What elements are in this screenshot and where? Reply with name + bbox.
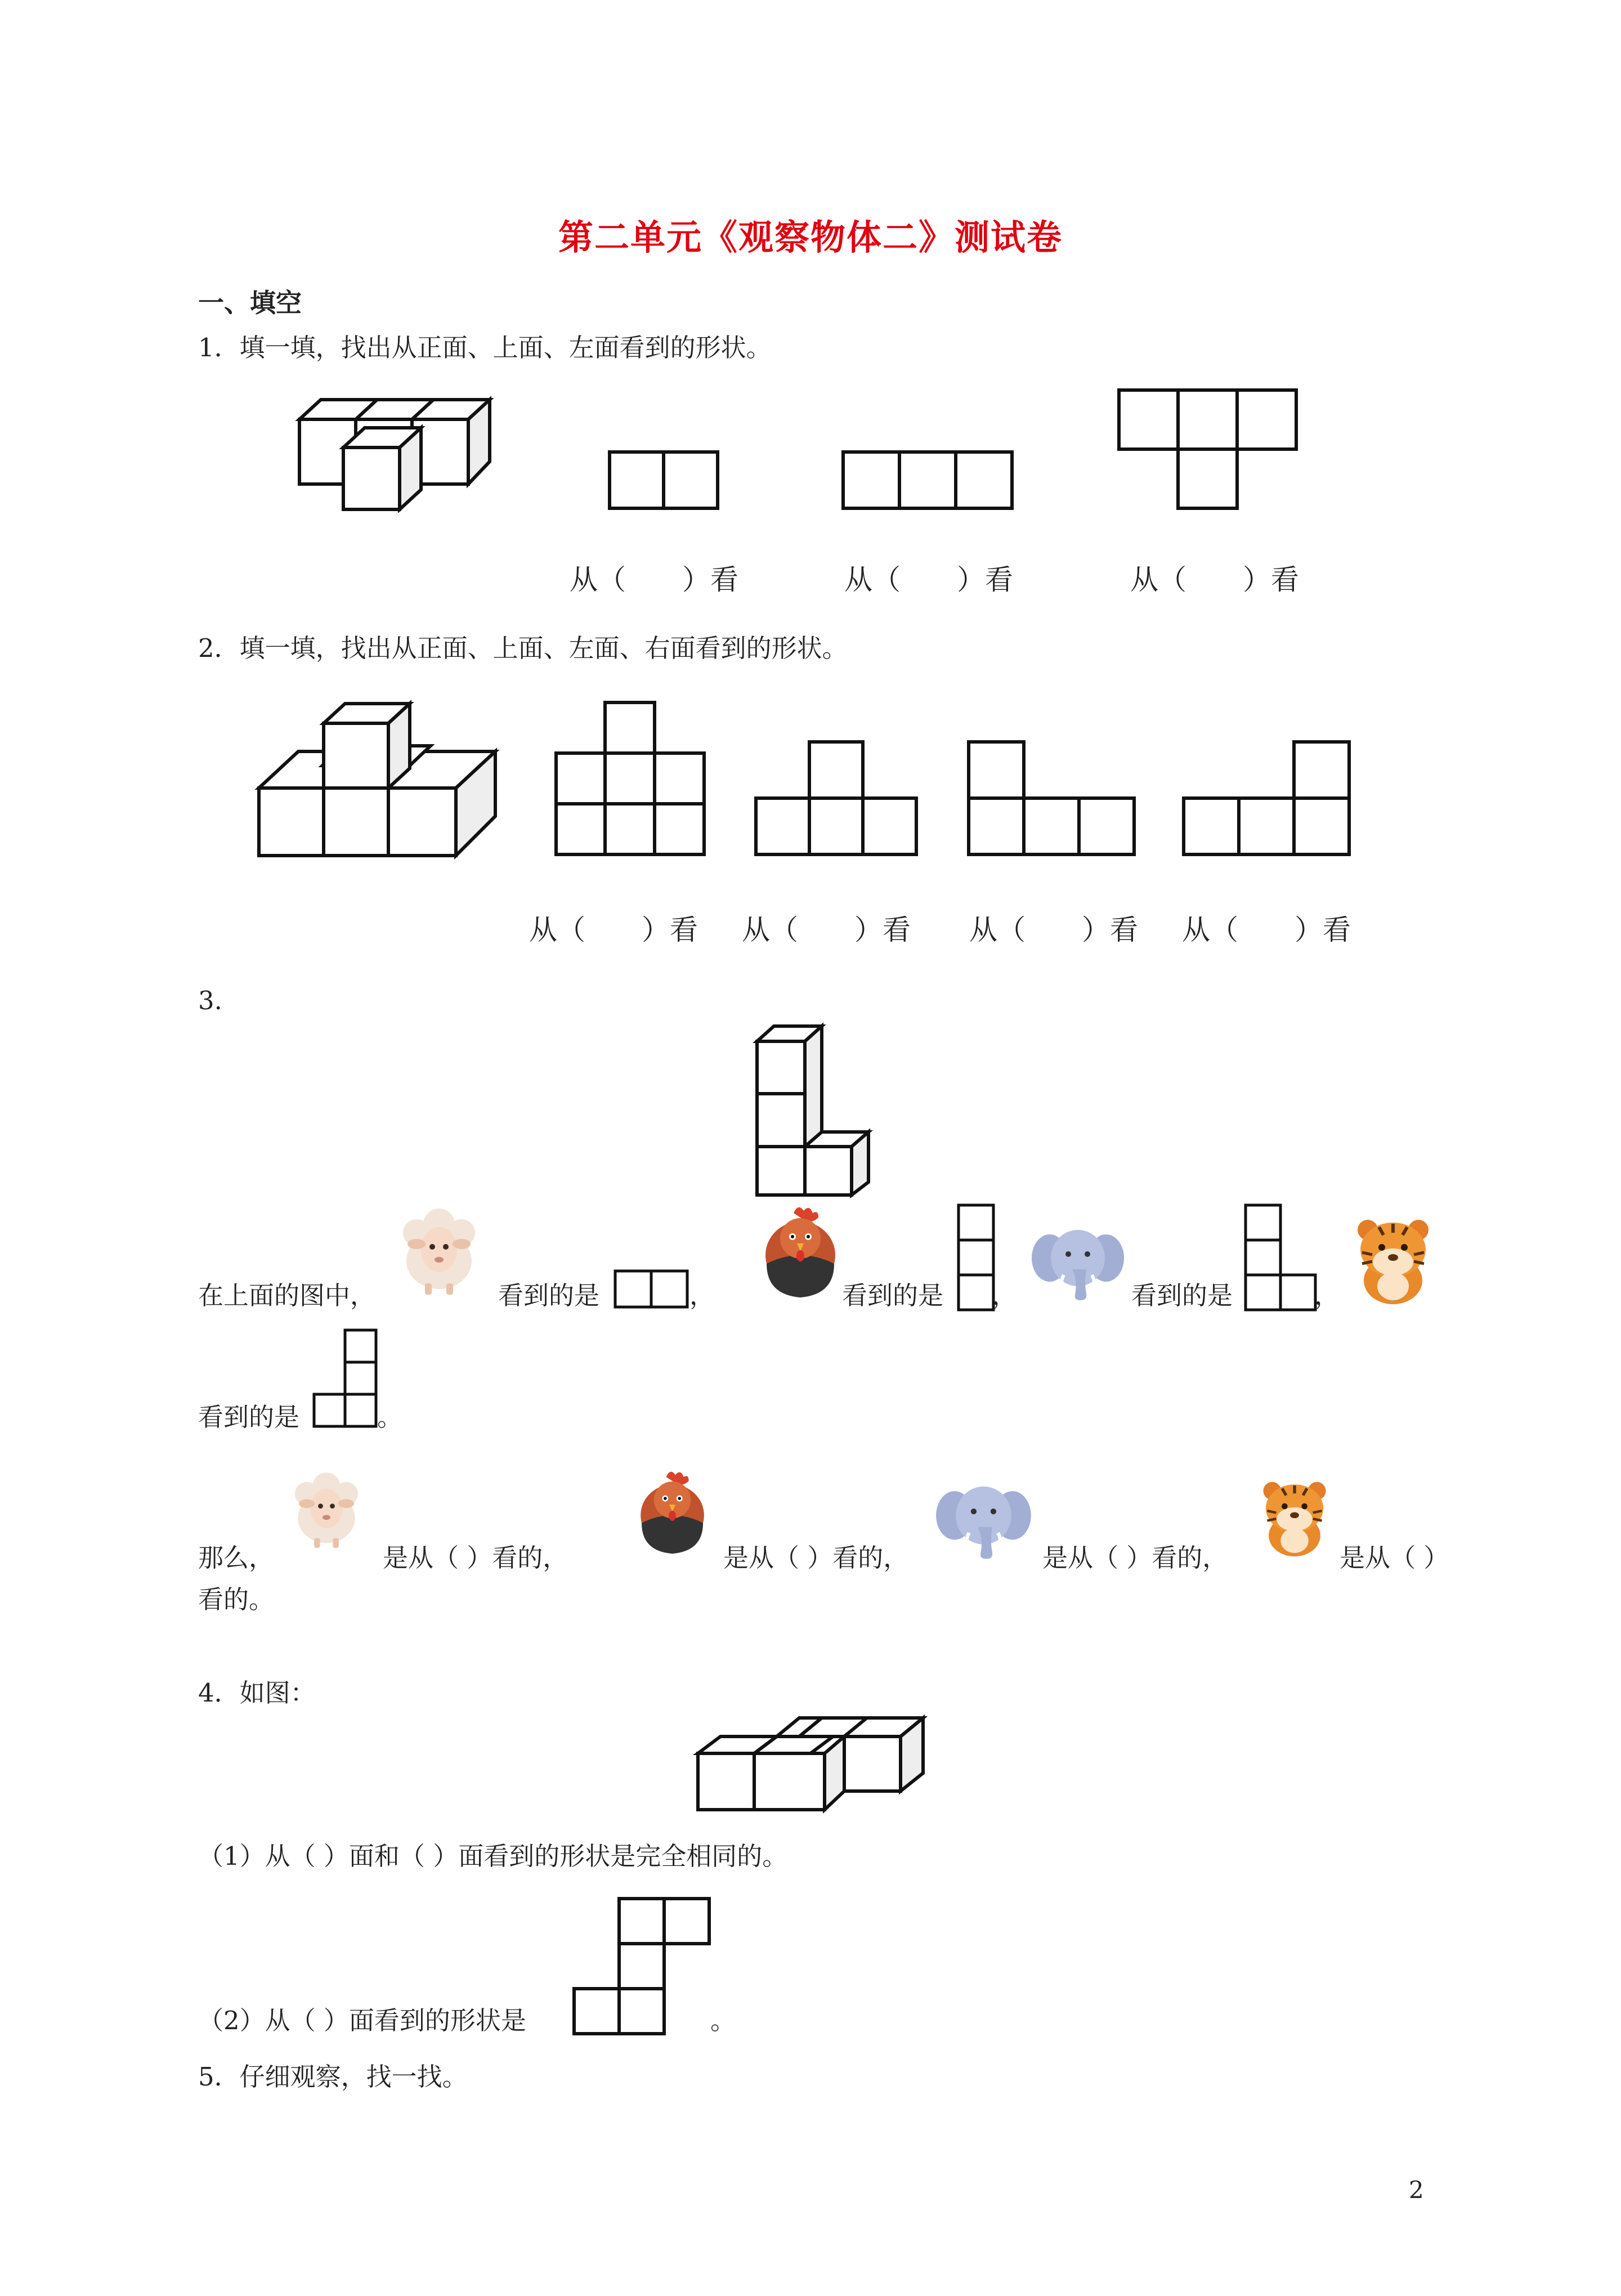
q3-comma-2: ， — [992, 1281, 1018, 1310]
tiger-icon — [1345, 1210, 1441, 1309]
page-number: 2 — [1409, 2176, 1424, 2204]
q1-cube-figure — [293, 394, 529, 518]
q3-comma-3: ， — [1314, 1281, 1340, 1310]
q1-label-3: 从（ ）看 — [1130, 563, 1299, 596]
q3-then: 那么， — [198, 1543, 275, 1573]
question-1-text: 1．填一填，找出从正面、上面、左面看到的形状。 — [198, 333, 772, 362]
q3-answer-4: 是从（ ） — [1340, 1543, 1449, 1573]
q2-view-2 — [754, 740, 923, 858]
q2-label-2: 从（ ）看 — [742, 914, 911, 946]
page-title: 第二单元《观察物体二》测试卷 — [558, 217, 1063, 258]
q3-saw-2: 看到的是 — [842, 1281, 944, 1310]
q2-label-4: 从（ ）看 — [1182, 914, 1351, 946]
section-heading: 一、填空 — [198, 288, 302, 318]
q3-saw-1: 看到的是 — [498, 1281, 600, 1310]
q3-answer-3: 是从（ ）看的， — [1042, 1543, 1228, 1573]
q3-line1-start: 在上面的图中， — [198, 1281, 376, 1310]
q2-cube-figure — [256, 701, 504, 864]
q1-view-three-squares — [841, 450, 1016, 512]
q2-view-3 — [967, 740, 1141, 858]
tiger-icon — [1252, 1469, 1337, 1565]
q3-line4: 看的。 — [198, 1585, 275, 1614]
q3-line2-start: 看到的是 — [198, 1402, 300, 1432]
q4-view-s-shape — [568, 1897, 715, 2038]
q3-answer-1: 是从（ ）看的， — [383, 1543, 568, 1573]
q3-saw-3: 看到的是 — [1131, 1281, 1233, 1310]
question-3-number: 3. — [198, 986, 222, 1015]
q1-view-two-squares — [608, 450, 720, 512]
q3-view-j-shape — [312, 1328, 386, 1435]
q2-label-3: 从（ ）看 — [969, 914, 1138, 946]
elephant-icon — [934, 1472, 1036, 1568]
q3-view-l-shape — [1244, 1203, 1323, 1316]
q4-sub2-end: 。 — [710, 2006, 736, 2035]
question-5-text: 5．仔细观察，找一找。 — [198, 2062, 468, 2092]
q4-sub2-start: （2）从（ ）面看到的形状是 — [198, 2006, 526, 2035]
q2-label-1: 从（ ）看 — [529, 914, 698, 946]
q3-answer-2: 是从（ ）看的， — [723, 1543, 909, 1573]
q1-label-1: 从（ ）看 — [570, 563, 738, 596]
q4-cube-figure — [692, 1711, 929, 1824]
q1-label-2: 从（ ）看 — [844, 563, 1013, 596]
rooster-icon — [754, 1202, 847, 1303]
sheep-icon — [394, 1199, 484, 1300]
q2-view-4 — [1182, 740, 1356, 858]
question-4-text: 4．如图： — [198, 1678, 316, 1708]
q3-period: 。 — [377, 1402, 403, 1432]
q3-comma-1: ， — [689, 1281, 715, 1310]
q3-cube-figure — [751, 1022, 881, 1190]
q1-view-t-shape — [1117, 388, 1303, 512]
q4-sub1: （1）从（ ）面和（ ）面看到的形状是完全相同的。 — [198, 1841, 788, 1871]
q3-view-two-squares — [614, 1269, 692, 1312]
elephant-icon — [1030, 1216, 1129, 1309]
sheep-icon — [287, 1458, 366, 1559]
q2-view-1 — [554, 701, 712, 858]
rooster-icon — [630, 1461, 715, 1565]
question-2-text: 2．填一填，找出从正面、上面、左面、右面看到的形状。 — [198, 633, 848, 663]
